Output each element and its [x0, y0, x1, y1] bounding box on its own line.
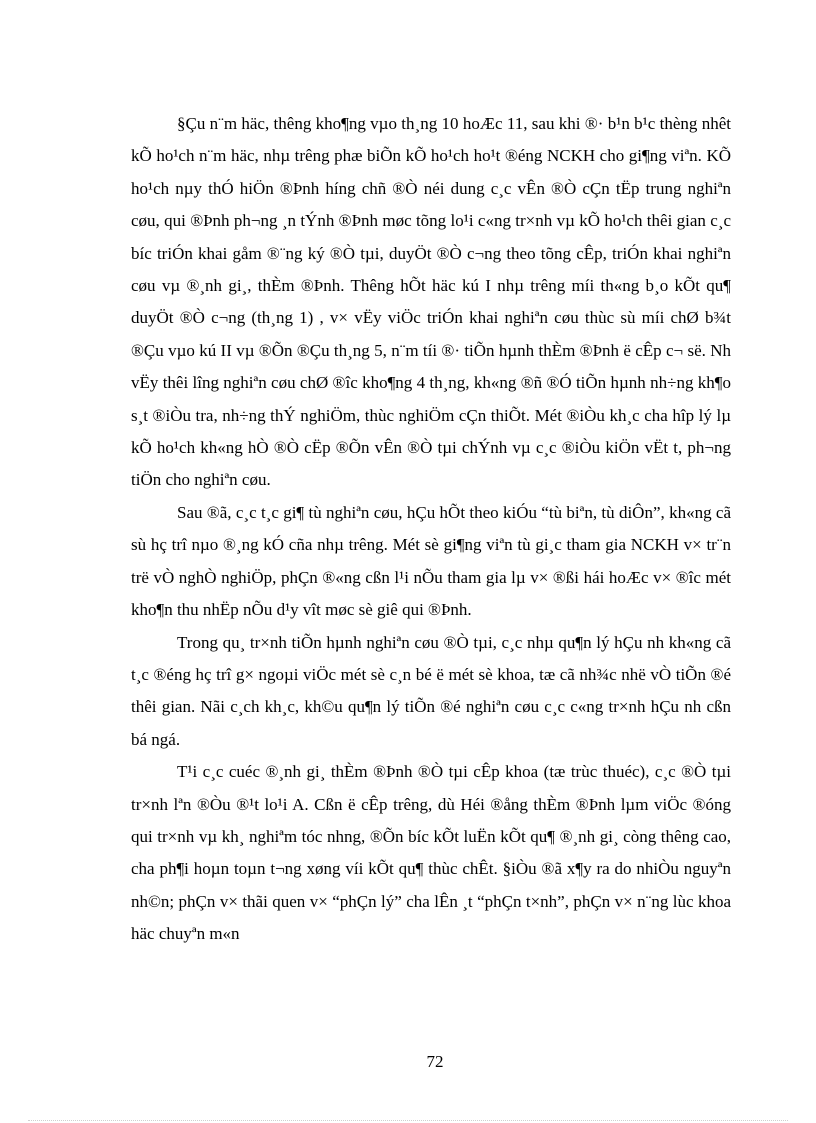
page-bottom-divider [28, 1120, 788, 1121]
paragraph-2: Sau ®ã, c¸c t¸c gi¶ tù nghiªn cøu, hÇu hÕt theo kiÓu “tù biªn, tù diÔn”, kh«ng cã sù hç trî nµo ®¸ng kÓ cña nhµ trêng. Mét sè gi¶ng viªn tù gi¸c tham gia NCKH v× tr¨n trë vÒ nghÒ nghiÖp, phÇn ®«ng cßn l¹i nÕu tham gia lµ v× ®ßi hái hoÆc v× ®îc mét kho¶n thu nhËp nÕu d¹y vît møc sè giê qui ®Þnh. [131, 502, 731, 620]
paragraph-4: T¹i c¸c cuéc ®¸nh gi¸ thÈm ®Þnh ®Ò tµi cÊp khoa (tæ trùc thuéc), c¸c ®Ò tµi tr×nh lªn ®Òu ®¹t lo¹i A. Cßn ë cÊp trêng, dù Héi ®ång thÈm ®Þnh lµm viÖc ®óng qui tr×nh vµ kh¸ nghiªm tóc nhng, ®Õn bíc kÕt luËn kÕt qu¶ ®¸nh gi¸ còng thêng cao, cha ph¶i hoµn toµn t¬ng xøng víi kÕt qu¶ thùc chÊt. §iÒu ®ã x¶y ra do nhiÒu nguyªn nh©n; phÇn v× thãi quen v× “phÇn lý” cha lÊn ¸t “phÇn t×nh”, phÇn v× n¨ng lùc khoa häc chuyªn m«n [131, 762, 731, 944]
body-text [131, 108, 731, 951]
paragraph-1: §Çu n¨m häc, thêng kho¶ng vµo th¸ng 10 hoÆc 11, sau khi ®· b¹n b¹c thèng nhêt kÕ ho¹ch n¨m häc, nhµ trêng phæ biÕn kÕ ho¹ch ho¹t ®éng NCKH cho gi¶ng viªn. KÕ ho¹ch nµy thÓ hiÖn ®Þnh híng chñ ®Ò néi dung c¸c vÊn ®Ò cÇn tËp trung nghiªn cøu, qui ®Þnh ph¬ng ¸n tÝnh ®Þnh møc tõng lo¹i c«ng tr×nh vµ kÕ ho¹ch thêi gian c¸c bíc triÓn khai gåm ®¨ng ký ®Ò tµi, duyÖt ®Ò c¬ng theo tõng cÊp, triÓn khai nghiªn cøu vµ ®¸nh gi¸, thÈm ®Þnh. Thêng hÕt häc kú I nhµ trêng míi th«ng b¸o kÕt qu¶ duyÖt ®Ò c¬ng (th¸ng 1) , v× vËy viÖc triÓn khai nghiªn cøu thùc sù míi chØ b¾t ®Çu vµo kú II vµ ®Õn ®Çu th¸ng 5, n¨m tíi ®· tiÕn hµnh thÈm ®Þnh ë cÊp c¬ së. Nh vËy thêi lîng nghiªn cøu chØ ®îc kho¶ng 4 th¸ng, kh«ng ®ñ ®Ó tiÕn hµnh nh÷ng kh¶o s¸t ®iÒu tra, nh÷ng thÝ nghiÖm, thùc nghiÖm cÇn thiÕt. Mét ®iÒu kh¸c cha hîp lý lµ kÕ ho¹ch kh«ng hÒ ®Ò cËp ®Õn vÊn ®Ò tµi chÝnh vµ c¸c ®iÒu kiÖn vËt t, ph¬ng tiÖn cho nghiªn cøu. [131, 114, 731, 490]
page-number: 72 [426, 1052, 444, 1071]
paragraph-3: Trong qu¸ tr×nh tiÕn hµnh nghiªn cøu ®Ò tµi, c¸c nhµ qu¶n lý hÇu nh kh«ng cã t¸c ®éng hç trî g× ngoµi viÖc mét sè c¸n bé ë mét sè khoa, tæ cã nh¾c nhë vÒ tiÕn ®é thêi gian. Nãi c¸ch kh¸c, kh©u qu¶n lý tiÕn ®é nghiªn cøu c¸c c«ng tr×nh hÇu nh cßn bá ngá. [131, 632, 731, 749]
